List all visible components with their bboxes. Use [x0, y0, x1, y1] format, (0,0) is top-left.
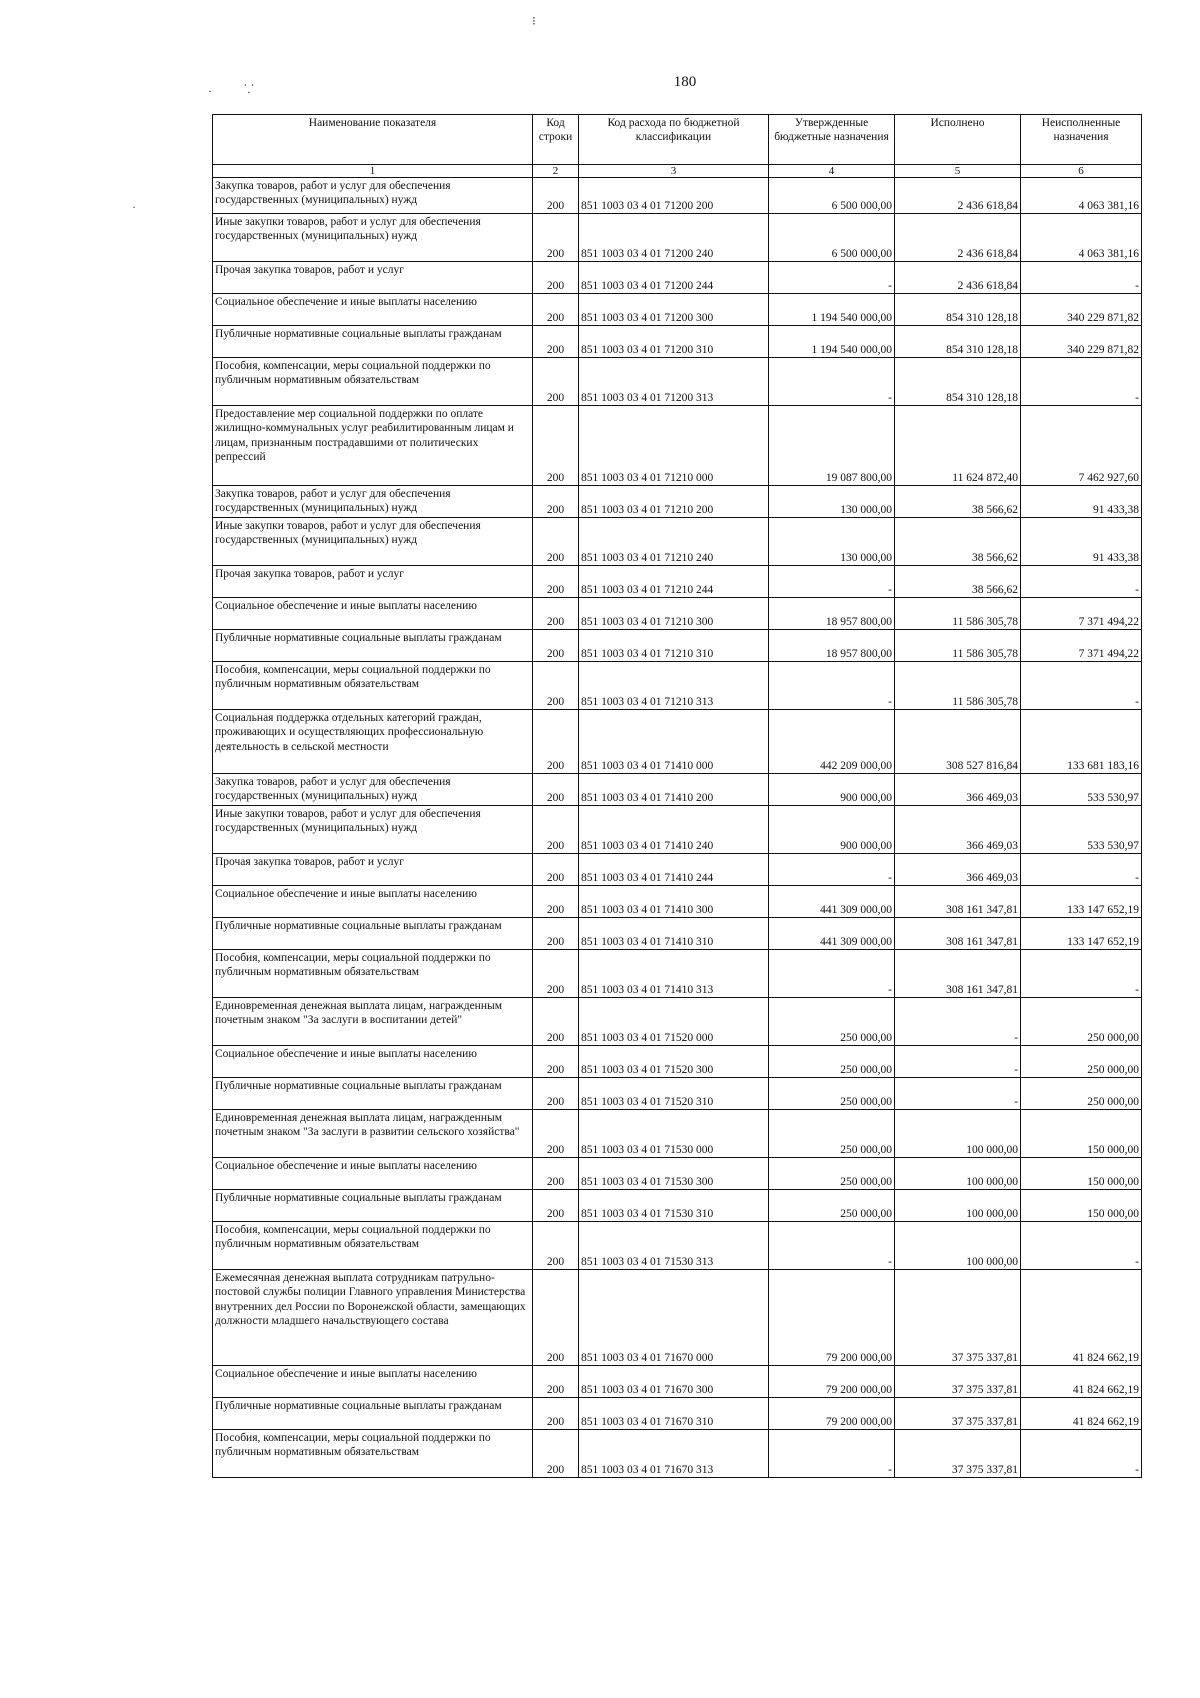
row-executed: 308 527 816,84	[895, 710, 1021, 774]
row-line-code: 200	[533, 214, 579, 262]
row-budget-classification: 851 1003 03 4 01 71200 200	[579, 178, 769, 214]
row-executed: 854 310 128,18	[895, 294, 1021, 326]
row-line-code: 200	[533, 1222, 579, 1270]
row-approved: -	[769, 1222, 895, 1270]
row-approved: 6 500 000,00	[769, 214, 895, 262]
row-executed: 366 469,03	[895, 854, 1021, 886]
table-row	[213, 1190, 1142, 1222]
row-executed: 100 000,00	[895, 1190, 1021, 1222]
row-executed: 2 436 618,84	[895, 214, 1021, 262]
row-line-code: 200	[533, 294, 579, 326]
row-name: Социальное обеспечение и иные выплаты населению	[213, 1366, 533, 1398]
row-line-code: 200	[533, 598, 579, 630]
row-line-code: 200	[533, 566, 579, 598]
row-executed: 37 375 337,81	[895, 1430, 1021, 1478]
row-budget-classification: 851 1003 03 4 01 71200 313	[579, 358, 769, 406]
row-name: Иные закупки товаров, работ и услуг для обеспечения государственных (муниципальных) нужд	[213, 214, 533, 262]
row-executed: 854 310 128,18	[895, 326, 1021, 358]
row-approved: -	[769, 1430, 895, 1478]
row-unexecuted: 4 063 381,16	[1021, 178, 1142, 214]
table-row	[213, 326, 1142, 358]
row-unexecuted: 150 000,00	[1021, 1190, 1142, 1222]
row-line-code: 200	[533, 326, 579, 358]
table-row	[213, 406, 1142, 486]
row-name: Публичные нормативные социальные выплаты гражданам	[213, 326, 533, 358]
row-approved: -	[769, 262, 895, 294]
table-row	[213, 518, 1142, 566]
row-line-code: 200	[533, 1046, 579, 1078]
row-unexecuted: 133 681 183,16	[1021, 710, 1142, 774]
table-row	[213, 854, 1142, 886]
table-row	[213, 662, 1142, 710]
row-executed: 308 161 347,81	[895, 886, 1021, 918]
row-name: Закупка товаров, работ и услуг для обеспечения государственных (муниципальных) нужд	[213, 774, 533, 806]
column-number: 3	[579, 165, 769, 178]
row-unexecuted: -	[1021, 358, 1142, 406]
row-line-code: 200	[533, 1078, 579, 1110]
row-line-code: 200	[533, 1190, 579, 1222]
row-executed: 100 000,00	[895, 1158, 1021, 1190]
row-approved: 250 000,00	[769, 1190, 895, 1222]
row-budget-classification: 851 1003 03 4 01 71670 000	[579, 1270, 769, 1366]
row-budget-classification: 851 1003 03 4 01 71200 300	[579, 294, 769, 326]
row-approved: 900 000,00	[769, 806, 895, 854]
row-name: Публичные нормативные социальные выплаты гражданам	[213, 630, 533, 662]
row-budget-classification: 851 1003 03 4 01 71520 300	[579, 1046, 769, 1078]
row-budget-classification: 851 1003 03 4 01 71670 310	[579, 1398, 769, 1430]
table-row	[213, 566, 1142, 598]
row-approved: 441 309 000,00	[769, 918, 895, 950]
row-unexecuted: 41 824 662,19	[1021, 1366, 1142, 1398]
row-executed: -	[895, 1046, 1021, 1078]
row-executed: 11 586 305,78	[895, 662, 1021, 710]
row-line-code: 200	[533, 1270, 579, 1366]
row-budget-classification: 851 1003 03 4 01 71410 244	[579, 854, 769, 886]
row-unexecuted: 250 000,00	[1021, 1078, 1142, 1110]
row-name: Публичные нормативные социальные выплаты гражданам	[213, 1398, 533, 1430]
table-row	[213, 1110, 1142, 1158]
header-budget-classification: Код расхода по бюджетной классификации	[579, 115, 769, 165]
budget-execution-table	[212, 114, 1142, 1478]
row-line-code: 200	[533, 1158, 579, 1190]
row-unexecuted: -	[1021, 566, 1142, 598]
row-name: Прочая закупка товаров, работ и услуг	[213, 262, 533, 294]
table-row	[213, 998, 1142, 1046]
table-row	[213, 1366, 1142, 1398]
table-row	[213, 774, 1142, 806]
row-unexecuted: 7 371 494,22	[1021, 598, 1142, 630]
row-approved: 130 000,00	[769, 518, 895, 566]
row-line-code: 200	[533, 486, 579, 518]
row-unexecuted: 340 229 871,82	[1021, 294, 1142, 326]
row-unexecuted: -	[1021, 950, 1142, 998]
row-unexecuted: 250 000,00	[1021, 998, 1142, 1046]
row-name: Социальное обеспечение и иные выплаты населению	[213, 294, 533, 326]
row-approved: 6 500 000,00	[769, 178, 895, 214]
row-name: Публичные нормативные социальные выплаты гражданам	[213, 1078, 533, 1110]
row-name: Социальное обеспечение и иные выплаты населению	[213, 598, 533, 630]
row-line-code: 200	[533, 406, 579, 486]
row-name: Иные закупки товаров, работ и услуг для обеспечения государственных (муниципальных) нужд	[213, 518, 533, 566]
row-approved: 79 200 000,00	[769, 1398, 895, 1430]
row-executed: 37 375 337,81	[895, 1366, 1021, 1398]
row-budget-classification: 851 1003 03 4 01 71210 000	[579, 406, 769, 486]
row-approved: 1 194 540 000,00	[769, 326, 895, 358]
table-row	[213, 178, 1142, 214]
row-name: Закупка товаров, работ и услуг для обеспечения государственных (муниципальных) нужд	[213, 178, 533, 214]
row-line-code: 200	[533, 630, 579, 662]
column-number: 6	[1021, 165, 1142, 178]
row-line-code: 200	[533, 178, 579, 214]
row-executed: 38 566,62	[895, 566, 1021, 598]
row-name: Прочая закупка товаров, работ и услуг	[213, 854, 533, 886]
column-number: 2	[533, 165, 579, 178]
row-budget-classification: 851 1003 03 4 01 71210 313	[579, 662, 769, 710]
row-unexecuted: 340 229 871,82	[1021, 326, 1142, 358]
row-budget-classification: 851 1003 03 4 01 71200 240	[579, 214, 769, 262]
table-row	[213, 886, 1142, 918]
row-budget-classification: 851 1003 03 4 01 71410 300	[579, 886, 769, 918]
row-approved: -	[769, 358, 895, 406]
table-row	[213, 1398, 1142, 1430]
row-budget-classification: 851 1003 03 4 01 71520 000	[579, 998, 769, 1046]
row-approved: 18 957 800,00	[769, 630, 895, 662]
header-indicator-name: Наименование показателя	[213, 115, 533, 165]
row-executed: 100 000,00	[895, 1110, 1021, 1158]
table-row	[213, 950, 1142, 998]
row-executed: 11 586 305,78	[895, 598, 1021, 630]
row-name: Социальное обеспечение и иные выплаты населению	[213, 1158, 533, 1190]
table-row	[213, 806, 1142, 854]
row-line-code: 200	[533, 262, 579, 294]
scan-speck: ⁝	[532, 14, 536, 28]
row-executed: 308 161 347,81	[895, 918, 1021, 950]
row-approved: 250 000,00	[769, 1046, 895, 1078]
row-name: Публичные нормативные социальные выплаты гражданам	[213, 918, 533, 950]
row-unexecuted: 41 824 662,19	[1021, 1270, 1142, 1366]
row-line-code: 200	[533, 1110, 579, 1158]
row-line-code: 200	[533, 886, 579, 918]
table-row	[213, 1158, 1142, 1190]
row-unexecuted: 533 530,97	[1021, 806, 1142, 854]
row-budget-classification: 851 1003 03 4 01 71410 240	[579, 806, 769, 854]
table-row	[213, 294, 1142, 326]
row-budget-classification: 851 1003 03 4 01 71210 200	[579, 486, 769, 518]
row-unexecuted: -	[1021, 262, 1142, 294]
table-row	[213, 598, 1142, 630]
row-unexecuted: 250 000,00	[1021, 1046, 1142, 1078]
page-number: 180	[673, 74, 697, 90]
row-name: Пособия, компенсации, меры социальной поддержки по публичным нормативным обязательствам	[213, 358, 533, 406]
row-approved: 441 309 000,00	[769, 886, 895, 918]
header-line-code: Код строки	[533, 115, 579, 165]
row-line-code: 200	[533, 710, 579, 774]
row-budget-classification: 851 1003 03 4 01 71210 310	[579, 630, 769, 662]
row-executed: 37 375 337,81	[895, 1398, 1021, 1430]
row-budget-classification: 851 1003 03 4 01 71410 313	[579, 950, 769, 998]
row-unexecuted: 150 000,00	[1021, 1158, 1142, 1190]
row-name: Пособия, компенсации, меры социальной поддержки по публичным нормативным обязательствам	[213, 1430, 533, 1478]
table-row	[213, 1430, 1142, 1478]
row-name: Пособия, компенсации, меры социальной поддержки по публичным нормативным обязательствам	[213, 662, 533, 710]
row-budget-classification: 851 1003 03 4 01 71410 200	[579, 774, 769, 806]
column-number-row	[213, 165, 1142, 178]
row-unexecuted: 533 530,97	[1021, 774, 1142, 806]
table-row	[213, 1222, 1142, 1270]
row-name: Публичные нормативные социальные выплаты гражданам	[213, 1190, 533, 1222]
row-line-code: 200	[533, 806, 579, 854]
row-unexecuted: 7 462 927,60	[1021, 406, 1142, 486]
row-name: Ежемесячная денежная выплата сотрудникам патрульно-постовой службы полиции Главного управления Министерства внутренних дел России по Воронежской области, замещающих должности младшего начальствующего состава	[213, 1270, 533, 1366]
header-executed: Исполнено	[895, 115, 1021, 165]
row-executed: 366 469,03	[895, 806, 1021, 854]
row-budget-classification: 851 1003 03 4 01 71200 244	[579, 262, 769, 294]
table-row	[213, 214, 1142, 262]
row-budget-classification: 851 1003 03 4 01 71530 310	[579, 1190, 769, 1222]
row-name: Закупка товаров, работ и услуг для обеспечения государственных (муниципальных) нужд	[213, 486, 533, 518]
row-line-code: 200	[533, 918, 579, 950]
row-line-code: 200	[533, 358, 579, 406]
row-executed: 2 436 618,84	[895, 262, 1021, 294]
row-approved: 250 000,00	[769, 1078, 895, 1110]
row-unexecuted: -	[1021, 1222, 1142, 1270]
row-approved: 19 087 800,00	[769, 406, 895, 486]
row-executed: 308 161 347,81	[895, 950, 1021, 998]
table-body	[213, 178, 1142, 1478]
row-name: Пособия, компенсации, меры социальной поддержки по публичным нормативным обязательствам	[213, 950, 533, 998]
row-unexecuted: -	[1021, 1430, 1142, 1478]
row-line-code: 200	[533, 1366, 579, 1398]
row-budget-classification: 851 1003 03 4 01 71210 240	[579, 518, 769, 566]
column-number: 5	[895, 165, 1021, 178]
row-executed: 2 436 618,84	[895, 178, 1021, 214]
table-row	[213, 1046, 1142, 1078]
row-budget-classification: 851 1003 03 4 01 71520 310	[579, 1078, 769, 1110]
table-row	[213, 630, 1142, 662]
row-name: Иные закупки товаров, работ и услуг для обеспечения государственных (муниципальных) нужд	[213, 806, 533, 854]
row-line-code: 200	[533, 518, 579, 566]
row-approved: -	[769, 662, 895, 710]
row-unexecuted: 150 000,00	[1021, 1110, 1142, 1158]
row-unexecuted: 4 063 381,16	[1021, 214, 1142, 262]
row-executed: -	[895, 1078, 1021, 1110]
row-approved: -	[769, 950, 895, 998]
row-budget-classification: 851 1003 03 4 01 71210 300	[579, 598, 769, 630]
row-approved: 250 000,00	[769, 998, 895, 1046]
row-approved: 79 200 000,00	[769, 1270, 895, 1366]
row-unexecuted: 91 433,38	[1021, 486, 1142, 518]
row-executed: 11 624 872,40	[895, 406, 1021, 486]
table-row	[213, 918, 1142, 950]
row-budget-classification: 851 1003 03 4 01 71210 244	[579, 566, 769, 598]
row-executed: 100 000,00	[895, 1222, 1021, 1270]
column-number: 1	[213, 165, 533, 178]
header-unexecuted: Неисполненные назначения	[1021, 115, 1142, 165]
row-budget-classification: 851 1003 03 4 01 71200 310	[579, 326, 769, 358]
row-approved: 442 209 000,00	[769, 710, 895, 774]
row-unexecuted: -	[1021, 662, 1142, 710]
row-approved: 250 000,00	[769, 1158, 895, 1190]
table-row	[213, 358, 1142, 406]
row-name: Предоставление мер социальной поддержки по оплате жилищно-коммунальных услуг реабилитированным лицам и лицам, признанным пострадавшими от политических репрессий	[213, 406, 533, 486]
row-name: Прочая закупка товаров, работ и услуг	[213, 566, 533, 598]
row-line-code: 200	[533, 854, 579, 886]
row-executed: 38 566,62	[895, 518, 1021, 566]
table-row	[213, 1078, 1142, 1110]
row-name: Единовременная денежная выплата лицам, награжденным почетным знаком "За заслуги в воспитании детей"	[213, 998, 533, 1046]
row-budget-classification: 851 1003 03 4 01 71530 300	[579, 1158, 769, 1190]
row-budget-classification: 851 1003 03 4 01 71410 000	[579, 710, 769, 774]
row-unexecuted: 7 371 494,22	[1021, 630, 1142, 662]
row-unexecuted: 91 433,38	[1021, 518, 1142, 566]
header-approved: Утвержденные бюджетные назначения	[769, 115, 895, 165]
row-approved: 250 000,00	[769, 1110, 895, 1158]
row-budget-classification: 851 1003 03 4 01 71410 310	[579, 918, 769, 950]
scan-speck: ·	[132, 200, 136, 214]
row-approved: 18 957 800,00	[769, 598, 895, 630]
row-budget-classification: 851 1003 03 4 01 71670 313	[579, 1430, 769, 1478]
row-executed: -	[895, 998, 1021, 1046]
row-line-code: 200	[533, 662, 579, 710]
table-row	[213, 1270, 1142, 1366]
scan-speck: ⸪	[244, 82, 254, 96]
row-unexecuted: 133 147 652,19	[1021, 886, 1142, 918]
row-executed: 11 586 305,78	[895, 630, 1021, 662]
row-executed: 37 375 337,81	[895, 1270, 1021, 1366]
row-unexecuted: 41 824 662,19	[1021, 1398, 1142, 1430]
row-budget-classification: 851 1003 03 4 01 71530 000	[579, 1110, 769, 1158]
row-name: Пособия, компенсации, меры социальной поддержки по публичным нормативным обязательствам	[213, 1222, 533, 1270]
row-name: Социальная поддержка отдельных категорий граждан, проживающих и осуществляющих профессиональную деятельность в сельской местности	[213, 710, 533, 774]
row-line-code: 200	[533, 1430, 579, 1478]
table-row	[213, 262, 1142, 294]
row-approved: 900 000,00	[769, 774, 895, 806]
row-approved: 130 000,00	[769, 486, 895, 518]
row-line-code: 200	[533, 1398, 579, 1430]
row-line-code: 200	[533, 950, 579, 998]
row-line-code: 200	[533, 998, 579, 1046]
row-approved: 79 200 000,00	[769, 1366, 895, 1398]
row-unexecuted: 133 147 652,19	[1021, 918, 1142, 950]
row-name: Единовременная денежная выплата лицам, награжденным почетным знаком "За заслуги в развитии сельского хозяйства"	[213, 1110, 533, 1158]
row-executed: 38 566,62	[895, 486, 1021, 518]
row-executed: 854 310 128,18	[895, 358, 1021, 406]
scan-speck: ·	[208, 84, 212, 98]
row-name: Социальное обеспечение и иные выплаты населению	[213, 1046, 533, 1078]
table-row	[213, 486, 1142, 518]
row-name: Социальное обеспечение и иные выплаты населению	[213, 886, 533, 918]
row-approved: 1 194 540 000,00	[769, 294, 895, 326]
row-approved: -	[769, 854, 895, 886]
row-budget-classification: 851 1003 03 4 01 71530 313	[579, 1222, 769, 1270]
row-line-code: 200	[533, 774, 579, 806]
column-number: 4	[769, 165, 895, 178]
row-unexecuted: -	[1021, 854, 1142, 886]
table-header-row	[213, 115, 1142, 165]
row-budget-classification: 851 1003 03 4 01 71670 300	[579, 1366, 769, 1398]
table-row	[213, 710, 1142, 774]
row-executed: 366 469,03	[895, 774, 1021, 806]
row-approved: -	[769, 566, 895, 598]
